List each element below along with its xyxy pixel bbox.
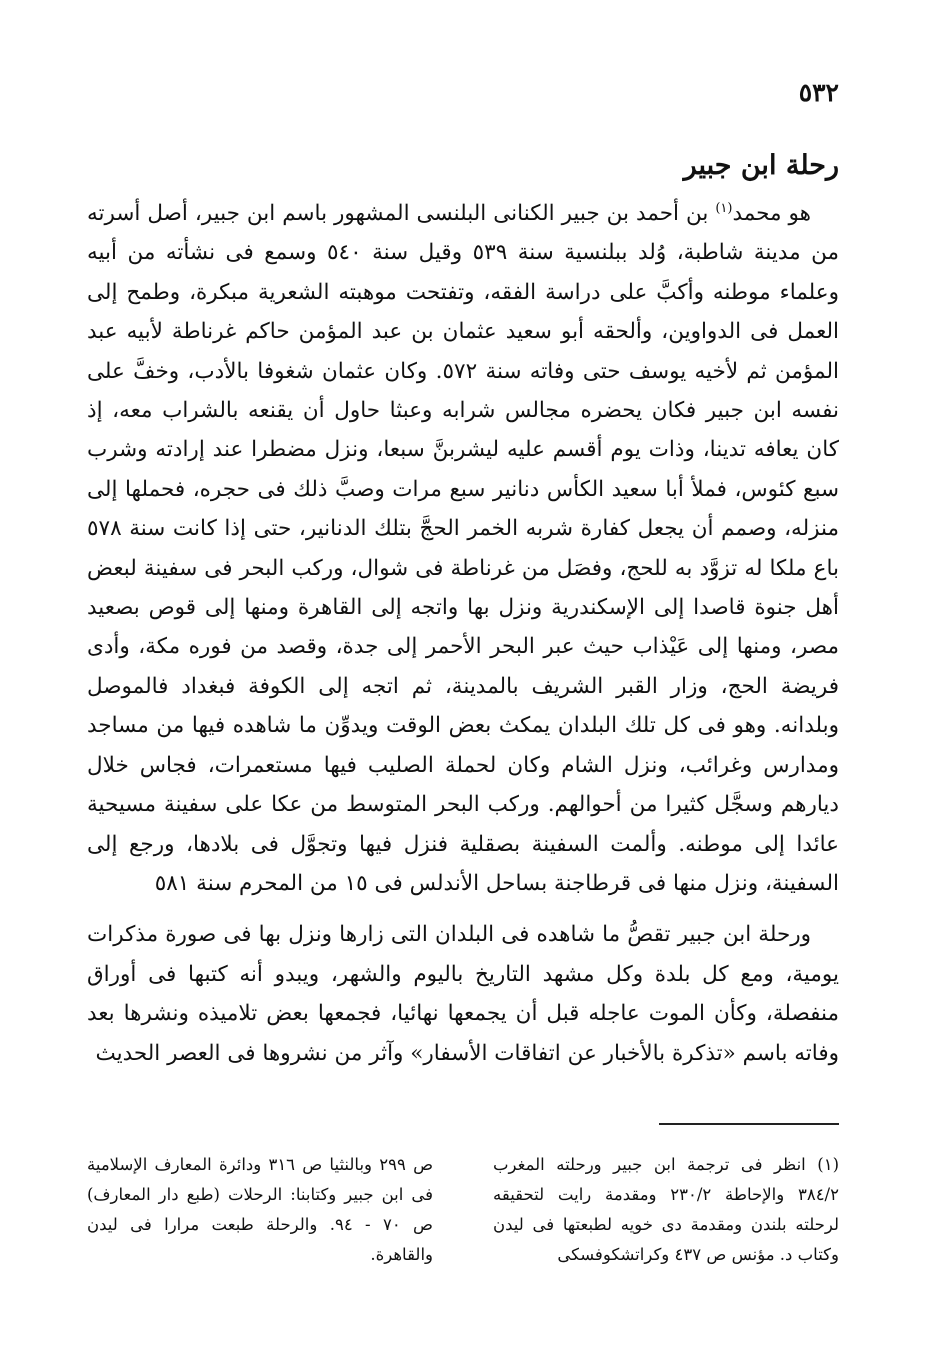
paragraph-lead: هو محمد [732,201,811,226]
chapter-title: رحلة ابن جبير [683,150,839,181]
main-text [87,194,839,1073]
footnote-column-left: ص ٢٩٩ وبالنثيا ص ٣١٦ ودائرة المعارف الإسلامية فى ابن جبير وكتابنا: الرحلات (طبع دار المعارف) ص ٧٠ - ٩٤. والرحلة طبعت مرارا فى ليدن والقاهرة. [87,1155,434,1264]
paragraph-text: بن أحمد بن جبير الكنانى البلنسى المشهور باسم ابن جبير، أصل أسرته من مدينة شاطبة، وُلد ببلنسية سنة ٥٣٩ وقيل سنة ٥٤٠ وسمع فى نشأته من أبيه وعلماء موطنه وأكبَّ على دراسة الفقه، وتفتحت موهبته الشعرية مبكرة، وطمح إلى العمل فى الدواوين، وألحقه أبو سعيد عثمان بن عبد المؤمن حاكم غرناطة لأبيه عبد المؤمن ثم لأخيه يوسف حتى وفاته سنة ٥٧٢. وكان عثمان شغوفا بالأدب، وخفَّ على نفسه ابن جبير فكان يحضره مجالس شرابه وعبثا حاول أن يقنعه بالشراب معه، إذ كان يعافه تدينا، وذات يوم أقسم عليه ليشربنَّ سبعا، ونزل مضطرا عند إرادته وشرب سبع كئوس، فملأ أبا سعيد الكأس دنانير سبع مرات وصبَّ ذلك فى حجره، فحملها إلى منزله، وصمم أن يجعل كفارة شربه الخمر الحجَّ بتلك الدنانير، حتى إذا كانت سنة ٥٧٨ باع ملكا له تزوَّد به للحج، وفصَل من غرناطة فى شوال، وركب البحر فى سفينة لبعض أهل جنوة قاصدا إلى الإسكندرية ونزل بها واتجه إلى القاهرة ومنها إلى قوص بصعيد مصر، ومنها إلى عَيْذاب حيث عبر البحر الأحمر إلى جدة، وقصد من فوره مكة، وأدى فريضة الحج، وزار القبر الشريف بالمدينة، ثم اتجه إلى الكوفة فبغداد فالموصل وبلدانه. وهو فى كل تلك البلدان يمكث بعض الوقت ويدوِّن ما شاهده فيها من مساجد ومدارس وغرائب، ونزل الشام وكان لحملة الصليب فيها مستعمرات، فجاس خلال ديارهم وسجَّل كثيرا من أحوالهم. وركب البحر المتوسط من عكا على سفينة مسيحية عائدا إلى موطنه. وألمت السفينة بصقلية فنزل فيها وتجوَّل فى بلادها، ورجع إلى السفينة، ونزل منها فى قرطاجنة بساحل الأندلس فى ١٥ من المحرم سنة ٥٨١ [87,201,840,896]
footnote-column-right: (١) انظر فى ترجمة ابن جبير ورحلته المغرب ٣٨٤/٢ والإحاطة ٢٣٠/٢ ومقدمة رايت لتحقيقه لرحلته بلندن ومقدمة دى خويه لطبعتها فى ليدن وكتاب د. مؤنس ص ٤٣٧ وكراتشكوفسكى [493,1155,839,1264]
footnote-divider [659,1123,839,1125]
footnotes [87,1150,839,1270]
footnote-reference-1[interactable]: (١) [715,200,733,216]
page-number: ٥٣٢ [798,78,839,107]
paragraph-rihla: ورحلة ابن جبير تقصُّ ما شاهده فى البلدان التى زارها ونزل بها فى صورة مذكرات يومية، ومع كل بلدة وكل مشهد التاريخ باليوم والشهر، ويبدو أنه كتبها فى أوراق منفصلة، وكأن الموت عاجله قبل أن يجمعها نهائيا، فجمعها بعض تلاميذه ونشرها بعد وفاته باسم «تذكرة بالأخبار عن اتفاقات الأسفار» وآثر من نشروها فى العصر الحديث [87,922,839,1066]
paragraph-biography [87,194,839,903]
